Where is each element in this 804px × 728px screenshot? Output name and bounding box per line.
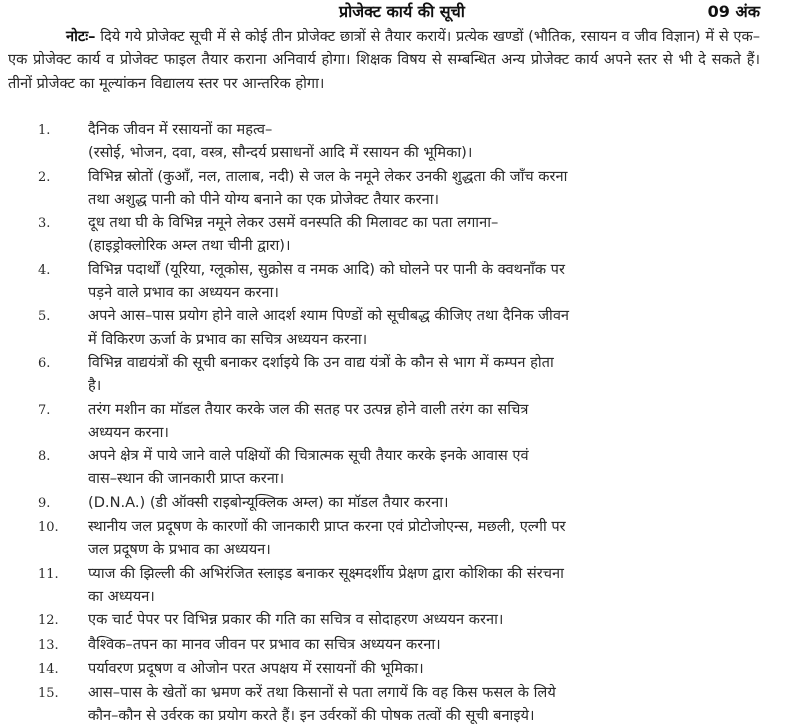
page-header: [0, 0, 804, 24]
project-number: 6.: [38, 355, 51, 371]
project-text: [88, 304, 760, 351]
project-text-line-2: पड़ने वाले प्रभाव का अध्ययन करना।: [88, 284, 279, 302]
project-text-line-1: आस–पास के खेतों का भ्रमण करें तथा किसानों से पता लगायें कि वह किस फसल के लिये: [88, 684, 556, 702]
project-item: [0, 211, 804, 258]
project-item: [0, 562, 804, 609]
project-number: 11.: [38, 566, 59, 582]
project-text: [88, 118, 760, 165]
project-text-line-2: अध्ययन करना।: [88, 423, 169, 441]
project-text: [88, 398, 760, 445]
project-text-line-1: स्थानीय जल प्रदूषण के कारणों की जानकारी प्राप्त करना एवं प्रोटोजोएन्स, मछली, एल्गी पर: [88, 518, 566, 536]
project-text-line-2: वास–स्थान की जानकारी प्राप्त करना।: [88, 470, 285, 488]
project-text: [88, 608, 760, 632]
project-item: [0, 118, 804, 165]
project-text-line-2: जल प्रदूषण के प्रभाव का अध्ययन।: [88, 541, 271, 559]
project-item: [0, 681, 804, 728]
project-text-line-2: का अध्ययन।: [88, 587, 155, 605]
project-text-line-1: अपने क्षेत्र में पाये जाने वाले पक्षियों की चित्रात्मक सूची तैयार करके इनके आवास एवं: [88, 447, 529, 465]
project-number: 1.: [38, 123, 51, 138]
project-number: 13.: [38, 637, 59, 653]
project-item: [0, 165, 804, 212]
project-text: [88, 657, 760, 681]
project-number: 14.: [38, 661, 59, 677]
project-text-line-1: विभिन्न पदार्थों (यूरिया, ग्लूकोस, सुक्रोस व नमक आदि) को घोलने पर पानी के क्वथनाँक पर: [88, 260, 565, 278]
project-item: [0, 515, 804, 562]
project-item: [0, 304, 804, 351]
project-text: [88, 258, 760, 305]
project-text-line-2: है।: [88, 377, 102, 395]
project-item: [0, 633, 804, 657]
project-text-line-2: कौन–कौन से उर्वरक का प्रयोग करते हैं। इन उर्वरकों की पोषक तत्वों की सूची बनाइये।: [88, 707, 535, 725]
project-text-line-2: तथा अशुद्ध पानी को पीने योग्य बनाने का एक प्रोजेक्ट तैयार करना।: [88, 190, 440, 208]
project-list: [0, 118, 804, 728]
project-text: [88, 211, 760, 258]
project-item: [0, 258, 804, 305]
project-number: 4.: [38, 262, 51, 278]
project-item: [0, 657, 804, 681]
project-item: [0, 444, 804, 491]
marks-label: 09 अंक: [707, 2, 760, 21]
project-text-line-1: (D.N.A.) (डी ऑक्सी राइबोन्यूक्लिक अम्ल) का मॉडल तैयार करना।: [88, 493, 449, 511]
project-text-line-1: विभिन्न स्रोतों (कुआँ, नल, तालाब, नदी) से जल के नमूने लेकर उनकी शुद्धता की जाँच करना: [88, 167, 568, 185]
project-text-line-1: अपने आस–पास प्रयोग होने वाले आदर्श श्याम पिण्डों को सूचीबद्ध कीजिए तथा दैनिक जीवन: [88, 307, 570, 325]
project-text-line-2: में विकिरण ऊर्जा के प्रभाव का सचित्र अध्ययन करना।: [88, 330, 368, 348]
project-number: 12.: [38, 613, 59, 629]
project-item: [0, 491, 804, 515]
project-text-line-2: (हाइड्रोक्लोरिक अम्ल तथा चीनी द्वारा)।: [88, 237, 291, 255]
project-text-line-1: वैश्विक–तपन का मानव जीवन पर प्रभाव का सचित्र अध्ययन करना।: [88, 635, 441, 653]
project-text-line-2: (रसोई, भोजन, दवा, वस्त्र, सौन्दर्य प्रसाधनों आदि में रसायन की भूमिका)।: [88, 144, 473, 162]
project-number: 10.: [38, 520, 59, 536]
project-text: [88, 165, 760, 212]
project-text: [88, 515, 760, 562]
project-number: 9.: [38, 495, 51, 511]
project-number: 8.: [38, 449, 51, 465]
project-item: [0, 398, 804, 445]
project-number: 5.: [38, 309, 51, 325]
project-item: [0, 608, 804, 632]
project-number: 3.: [38, 216, 51, 232]
project-text: [88, 491, 760, 515]
project-number: 15.: [38, 686, 59, 702]
project-text-line-1: एक चार्ट पेपर पर विभिन्न प्रकार की गति का सचित्र व सोदाहरण अध्ययन करना।: [88, 611, 504, 629]
project-text-line-1: दूध तथा घी के विभिन्न नमूने लेकर उसमें वनस्पति की मिलावट का पता लगाना–: [88, 214, 499, 232]
page-title: प्रोजेक्ट कार्य की सूची: [339, 2, 465, 21]
project-text: [88, 351, 760, 398]
project-text: [88, 444, 760, 491]
project-text-line-1: पर्यावरण प्रदूषण व ओजोन परत अपक्षय में रसायनों की भूमिका।: [88, 659, 424, 677]
project-number: 2.: [38, 169, 51, 185]
note-label: नोटः–: [66, 28, 96, 45]
project-text: [88, 633, 760, 657]
project-text: [88, 562, 760, 609]
project-text: [88, 681, 760, 728]
project-text-line-1: प्याज की झिल्ली की अभिरंजित स्लाइड बनाकर सूक्ष्मदर्शीय प्रेक्षण द्वारा कोशिका की संरचना: [88, 564, 564, 582]
project-text-line-1: विभिन्न वाद्ययंत्रों की सूची बनाकर दर्शाइये कि उन वाद्य यंत्रों के कौन से भाग में कम्पन होता: [88, 353, 554, 371]
project-text-line-1: दैनिक जीवन में रसायनों का महत्व–: [88, 121, 273, 138]
note-text: दिये गये प्रोजेक्ट सूची में से कोई तीन प्रोजेक्ट छात्रों से तैयार करायें। प्रत्येक खण्डों (भौतिक, रसायन व जीव विज्ञान) में से एक–एक प्रोजेक्ट कार्य व प्रोजेक्ट फाइल तैयार कराना अनिवार्य होगा। शिक्षक विषय से सम्बन्धित अन्य प्रोजेक्ट कार्य अपने स्तर से भी दे सकते हैं। तीनों प्रोजेक्ट का मूल्यांकन विद्यालय स्तर पर आन्तरिक होगा।: [8, 28, 761, 92]
project-item: [0, 351, 804, 398]
project-text-line-1: तरंग मशीन का मॉडल तैयार करके जल की सतह पर उत्पन्न होने वाली तरंग का सचित्र: [88, 400, 529, 418]
project-number: 7.: [38, 402, 51, 418]
note-paragraph: [8, 25, 760, 95]
